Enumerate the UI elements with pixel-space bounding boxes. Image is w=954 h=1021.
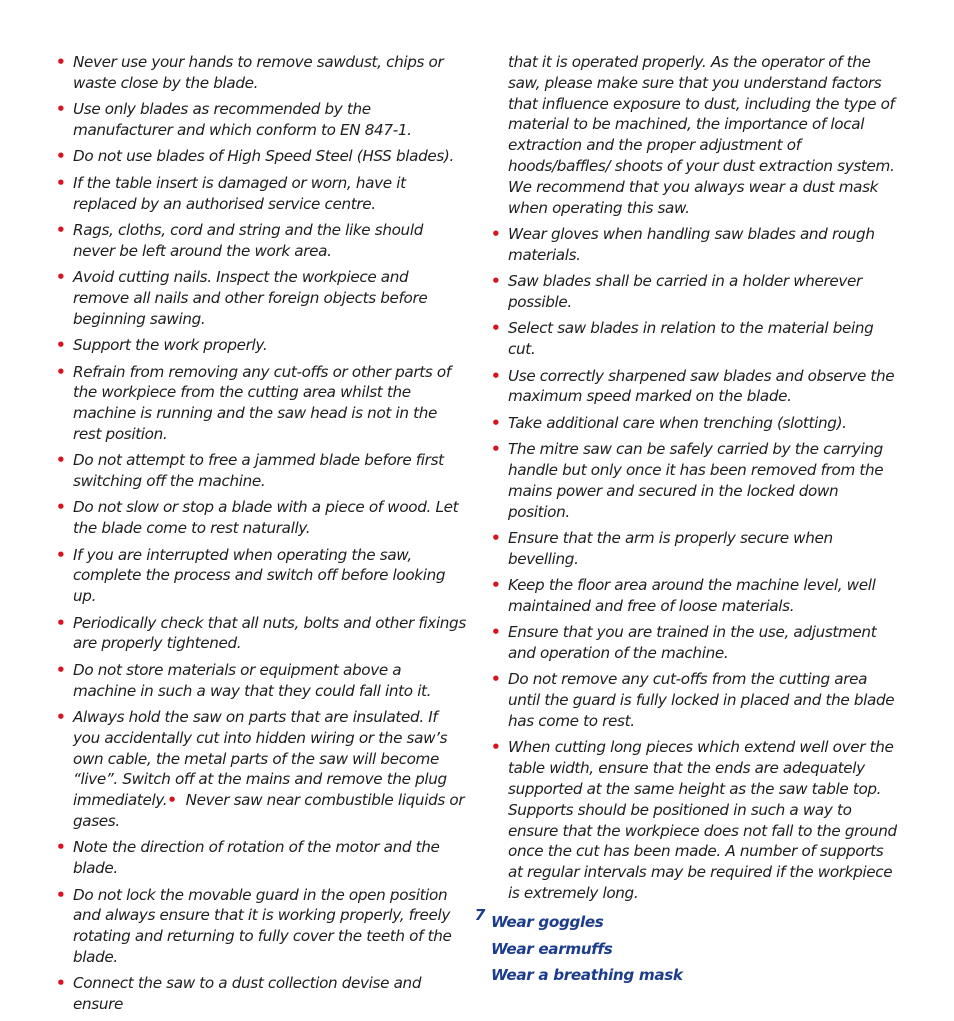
bullet-icon: • (491, 319, 501, 338)
bullet-icon: • (56, 613, 66, 632)
bullet-icon: • (56, 838, 66, 857)
bullet-icon: • (56, 53, 66, 71)
list-item: • Take additional care when trenching (slotting). (491, 413, 847, 432)
list-item: • If you are interrupted when operating the saw, complete the process and switch off before looking up. (56, 545, 446, 606)
page-number: 7 (474, 906, 486, 924)
list-item: • Periodically check that all nuts, bolts and other fixings are properly tightened. (56, 613, 466, 653)
list-item: • Do not slow or stop a blade with a piece of wood. Let the blade come to rest naturally. (56, 498, 459, 538)
left-safety-list (56, 52, 468, 1015)
list-item: • Do not lock the movable guard in the open position and always ensure that it is working properly, freely rotating and returning to fully cover the teeth of the blade. (56, 885, 452, 966)
ppe-earmuffs: Wear earmuffs (491, 939, 613, 958)
list-item: • Use only blades as recommended by the manufacturer and which conform to EN 847-1. (56, 100, 412, 139)
list-item: • Note the direction of rotation of the motor and the blade. (56, 838, 440, 878)
list-item: • Do not attempt to free a jammed blade before first switching off the machine. (56, 451, 444, 491)
list-item: • Support the work properly. (56, 336, 268, 355)
left-column (56, 52, 468, 1021)
bullet-icon: • (491, 528, 501, 547)
list-item: • Avoid cutting nails. Inspect the workpiece and remove all nails and other foreign objects before beginning sawing. (56, 268, 428, 328)
bullet-icon: • (56, 885, 66, 904)
bullet-icon: • (56, 100, 66, 119)
bullet-icon: • (491, 366, 501, 385)
list-item: • Select saw blades in relation to the material being cut. (491, 319, 874, 359)
bullet-icon: • (491, 413, 501, 432)
bullet-icon: • (56, 173, 66, 192)
bullet-icon: • (491, 224, 501, 243)
list-item: • Never use your hands to remove sawdust, chips or waste close by the blade. (56, 53, 444, 92)
bullet-icon: • (56, 545, 66, 564)
bullet-icon: • (491, 738, 501, 757)
list-item: • Do not use blades of High Speed Steel (HSS blades). (56, 147, 454, 166)
bullet-icon: • (56, 220, 66, 239)
list-item: • Connect the saw to a dust collection devise and ensure (56, 974, 422, 1014)
bullet-icon: • (56, 498, 66, 517)
bullet-icon: • (56, 147, 66, 166)
bullet-icon: • (491, 623, 501, 642)
list-item: • Do not remove any cut-offs from the cutting area until the guard is fully locked in placed and the blade has come to rest. (491, 670, 895, 731)
list-item: • Ensure that you are trained in the use, adjustment and operation of the machine. (491, 623, 877, 663)
list-item: • The mitre saw can be safely carried by the carrying handle but only once it has been removed from the mains power and secured in the locked down position. (491, 440, 884, 521)
list-item: • Wear gloves when handling saw blades and rough materials. (491, 224, 875, 264)
list-item: • If the table insert is damaged or worn, have it replaced by an authorised service centre. (56, 173, 406, 213)
list-item: • Refrain from removing any cut-offs or other parts of the workpiece from the cutting area whilst the machine is running and the saw head is not in the rest position. (56, 362, 451, 443)
ppe-goggles: Wear goggles (491, 913, 604, 932)
bullet-icon: • (56, 362, 66, 381)
bullet-icon: • (56, 708, 66, 727)
inline-bullet-icon: • (167, 791, 177, 810)
dust-extraction-continuation: that it is operated properly. As the operator of the saw, please make sure that you understand factors that influence exposure to dust, including the type of material to be machined, the importance of local extraction and the proper adjustment of hoods/baffles/ shoots of your dust extraction system. We recommend that you always wear a dust mask when operating this saw. (508, 53, 895, 217)
bullet-icon: • (56, 974, 66, 993)
bullet-icon: • (491, 576, 501, 595)
right-column (491, 52, 901, 989)
bullet-icon: • (491, 272, 501, 291)
bullet-icon: • (56, 660, 66, 679)
bullet-icon: • (56, 268, 66, 287)
bullet-icon: • (56, 336, 66, 355)
list-item: • Saw blades shall be carried in a holder wherever possible. (491, 272, 862, 311)
bullet-icon: • (491, 670, 501, 689)
bullet-icon: • (491, 440, 501, 459)
list-item: • Always hold the saw on parts that are insulated. If you accidentally cut into hidden wiring or the saw’s own cable, the metal parts of the saw will become “live”. Switch off at the mains and remove the plug immediately.• Never saw near combustible liquids or gases. (56, 708, 465, 831)
right-safety-list (491, 224, 901, 904)
bullet-icon: • (56, 451, 66, 470)
ppe-breathing-mask: Wear a breathing mask (491, 966, 683, 985)
list-item: • Do not store materials or equipment above a machine in such a way that they could fall into it. (56, 660, 432, 700)
list-item: • Keep the floor area around the machine level, well maintained and free of loose materials. (491, 576, 876, 615)
list-item: • Rags, cloths, cord and string and the like should never be left around the work area. (56, 220, 423, 260)
list-item: • Use correctly sharpened saw blades and observe the maximum speed marked on the blade. (491, 366, 895, 406)
list-item: • When cutting long pieces which extend well over the table width, ensure that the ends are adequately supported at the same height as the saw table top. Supports should be positioned in such a way to ensure that the workpiece does not fall to the ground once the cut has been made. A number of supports at regular intervals may be required if the workpiece is extremely long. (491, 738, 897, 903)
list-item: • Ensure that the arm is properly secure when bevelling. (491, 528, 833, 568)
